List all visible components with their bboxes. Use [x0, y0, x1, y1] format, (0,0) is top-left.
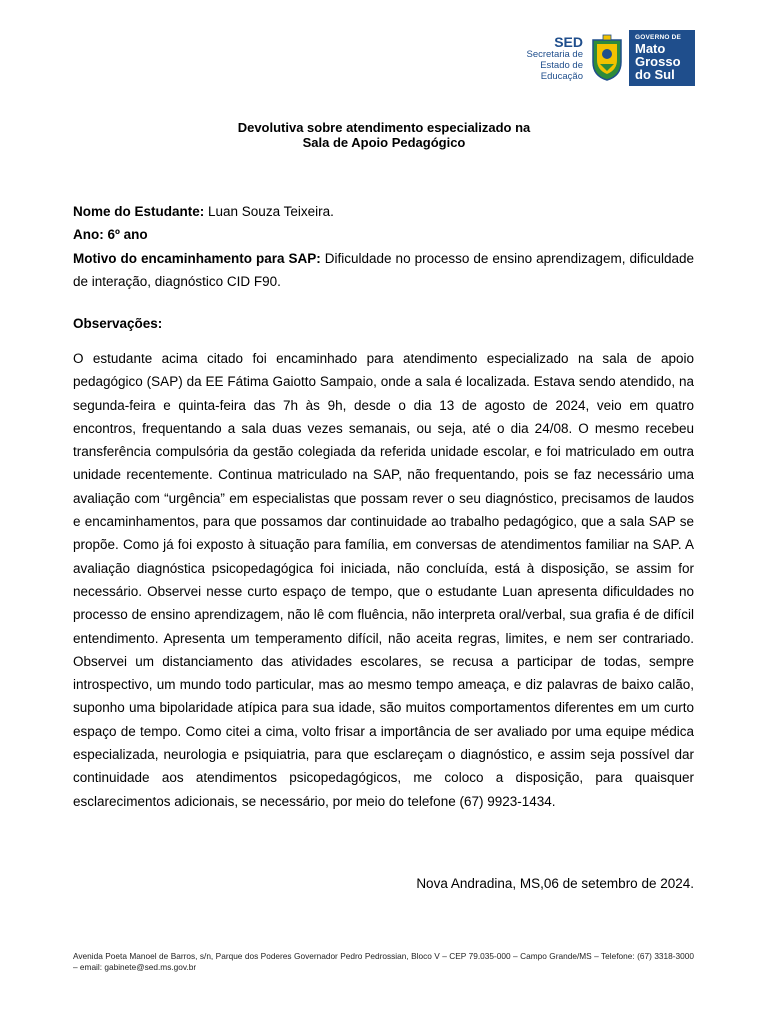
- sed-acronym: SED: [554, 33, 583, 50]
- title-line-2: Sala de Apoio Pedagógico: [302, 135, 466, 150]
- gov-state-line-1: Mato: [635, 41, 666, 56]
- gov-top-label: GOVERNO DE: [635, 34, 682, 41]
- reason-label: Motivo do encaminhamento para SAP:: [73, 250, 321, 266]
- gov-state-line-2: Grosso: [635, 54, 681, 69]
- student-label: Nome do Estudante:: [73, 204, 205, 219]
- reason-row: [73, 247, 694, 294]
- place-date: Nova Andradina, MS,06 de setembro de 2024.: [416, 876, 694, 891]
- sed-name-line-1: Secretaria de: [526, 48, 583, 60]
- sed-logo: [526, 35, 583, 82]
- state-crest-icon: [589, 34, 625, 82]
- document-title: [0, 120, 768, 150]
- title-line-1: Devolutiva sobre atendimento especializado na: [237, 120, 531, 135]
- student-name-row: [73, 200, 694, 223]
- sed-name-line-3: Educação: [540, 70, 583, 82]
- footer-address: Avenida Poeta Manoel de Barros, s/n, Parque dos Poderes Governador Pedro Pedrossian, Bloco V – CEP 79.035-000 – Campo Grande/MS – Telefone: (67) 3318-3000 – email: gabinete@sed.ms.gov.br: [73, 951, 694, 972]
- grade-label: Ano: 6º ano: [73, 227, 148, 243]
- student-value: Luan Souza Teixeira.: [204, 204, 334, 219]
- gov-state-line-3: do Sul: [635, 67, 675, 82]
- observations-text: O estudante acima citado foi encaminhado para atendimento especializado na sala de apoio pedagógico (SAP) da EE Fátima Gaiotto Sampaio, onde a sala é localizada. Estava sendo atendido, na segunda-feira e quinta-feira das 7h às 9h, desde o dia 13 de agosto de 2024, veio em quatro encontros, frequentando a sala duas vezes semanais, ou seja, até o dia 24/08. O mesmo recebeu transferência compulsória da gestão colegiada da referida unidade escolar, e foi matriculado em outra unidade recentemente. Continua matriculado na SAP, não frequentando, pois se faz necessário uma avaliação com “urgência” em especialistas que possam rever o seu diagnóstico, precisamos de laudos e encaminhamentos, para que possamos dar continuidade ao trabalho pedagógico, que a sala SAP se propõe. Como já foi exposto à situação para família, em conversas de atendimentos familiar na SAP. A avaliação diagnóstica psicopedagógica foi iniciada, não concluída, está à disposição, se assim for necessário. Observei nesse curto espaço de tempo, que o estudante Luan apresenta dificuldades no processo de ensino aprendizagem, não lê com fluência, não interpreta oral/verbal, sua grafia é de difícil entendimento. Apresenta um temperamento difícil, não aceita regras, limites, e nem ser contrariado. Observei um distanciamento das atividades escolares, se recusa a participar de todas, sempre introspectivo, um mundo todo particular, mas ao mesmo tempo ameaça, e diz palavras de baixo calão, suponho uma bipolaridade atípica para sua idade, são muitos comportamentos diferentes em um curto espaço de tempo. Como citei a cima, volto frisar a importância de ser avaliado por uma equipe médica especializada, neurologia e psiquiatria, para que esclareçam o diagnóstico, e assim seja possível dar continuidade aos atendimentos psicopedagógicos, me coloco a disposição, para quaisquer esclarecimentos adicionais, se necessário, por meio do telefone (67) 9923-1434.: [73, 351, 694, 809]
- student-fields: [73, 200, 694, 293]
- government-logo: [629, 30, 695, 86]
- header-logos: [526, 30, 695, 86]
- grade-row: [73, 223, 694, 246]
- sed-name-line-2: Estado de: [540, 59, 583, 71]
- reason-value: Dificuldade no processo de ensino aprendizagem, dificuldade de interação, diagnóstico CID F90.: [73, 250, 694, 289]
- observations-heading: Observações:: [73, 316, 163, 331]
